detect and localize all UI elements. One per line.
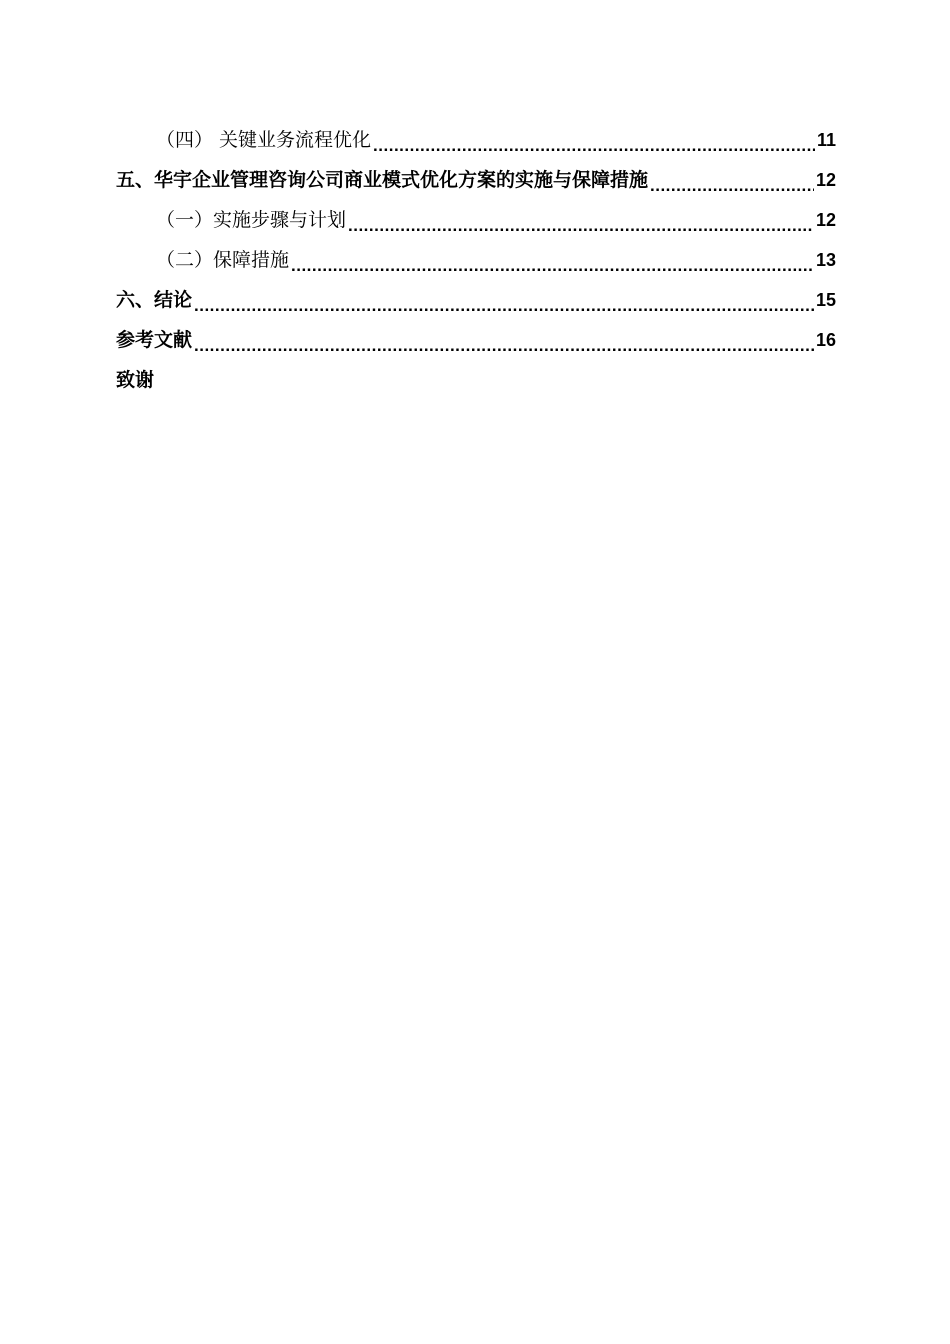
toc-entry-title: （一）实施步骤与计划 [156, 209, 347, 231]
toc-entry-acknowledgements[interactable] [116, 360, 836, 400]
table-of-contents [116, 120, 836, 400]
toc-entry-title: 参考文献 [116, 329, 193, 351]
toc-entry-title: （二）保障措施 [156, 249, 290, 271]
toc-entry-page: 15 [815, 290, 836, 310]
toc-dot-leader [650, 160, 814, 200]
toc-entry-page: 12 [815, 170, 836, 190]
toc-dot-leader [373, 120, 815, 160]
toc-entry-title: 五、华宇企业管理咨询公司商业模式优化方案的实施与保障措施 [116, 169, 649, 191]
toc-entry-title: 致谢 [116, 369, 155, 391]
toc-entry-page: 11 [816, 130, 836, 150]
toc-entry-page: 16 [815, 330, 836, 350]
toc-entry-implementation-steps[interactable] [116, 200, 836, 240]
toc-dot-leader [348, 200, 814, 240]
toc-entry-references[interactable] [116, 320, 836, 360]
toc-entry-page: 13 [815, 250, 836, 270]
toc-dot-leader [194, 320, 814, 360]
toc-entry-title: （四） 关键业务流程优化 [156, 129, 372, 151]
toc-entry-safeguard-measures[interactable] [116, 240, 836, 280]
toc-entry-key-process-optimization[interactable] [116, 120, 836, 160]
toc-entry-page: 12 [815, 210, 836, 230]
toc-dot-leader [291, 240, 814, 280]
toc-entry-implementation-and-safeguards[interactable] [116, 160, 836, 200]
toc-dot-leader [194, 280, 814, 320]
toc-entry-title: 六、结论 [116, 289, 193, 311]
toc-entry-conclusion[interactable] [116, 280, 836, 320]
